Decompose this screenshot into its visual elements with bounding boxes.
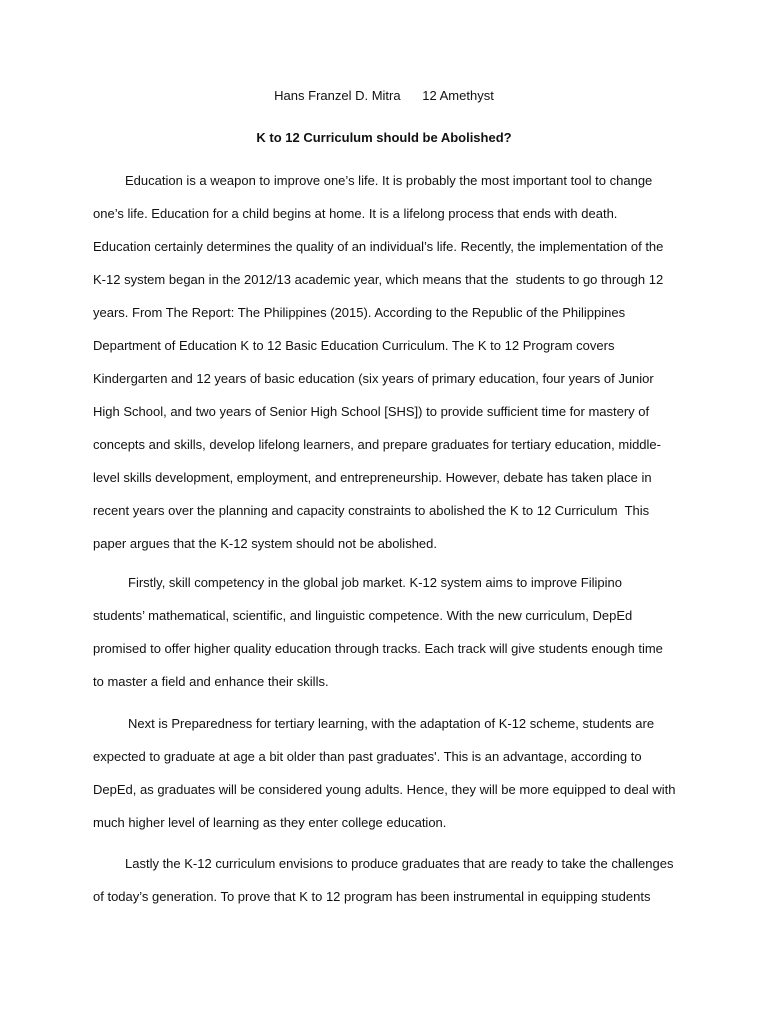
text-line: expected to graduate at age a bit older than past graduates'. This is an advantage, according to — [93, 749, 642, 764]
author-name: Hans Franzel D. Mitra — [274, 88, 401, 103]
text-line: Education is a weapon to improve one’s life. It is probably the most important tool to change — [125, 173, 653, 188]
paragraph-tertiary-preparedness — [93, 707, 678, 839]
text-line: Department of Education K to 12 Basic Education Curriculum. The K to 12 Program covers — [93, 338, 615, 353]
text-line: Kindergarten and 12 years of basic education (six years of primary education, four years of Junior — [93, 371, 654, 386]
text-line: to master a field and enhance their skills. — [93, 674, 329, 689]
text-line: recent years over the planning and capacity constraints to abolished the K to 12 Curriculum This — [93, 503, 650, 518]
text-line: students’ mathematical, scientific, and linguistic competence. With the new curriculum, DepEd — [93, 608, 633, 623]
text-line: High School, and two years of Senior High School [SHS]) to provide sufficient time for mastery of — [93, 404, 650, 419]
text-line: DepEd, as graduates will be considered young adults. Hence, they will be more equipped to deal with — [93, 782, 676, 797]
text-line: Lastly the K-12 curriculum envisions to produce graduates that are ready to take the challenges — [125, 856, 674, 871]
essay-title: K to 12 Curriculum should be Abolished? — [256, 130, 512, 145]
text-line: much higher level of learning as they enter college education. — [93, 815, 447, 830]
text-line: promised to offer higher quality education through tracks. Each track will give students enough time — [93, 641, 663, 656]
paragraph-graduates-readiness — [93, 847, 678, 913]
text-line: paper argues that the K-12 system should not be abolished. — [93, 536, 437, 551]
text-line: Firstly, skill competency in the global job market. K-12 system aims to improve Filipino — [128, 575, 622, 590]
paragraph-skill-competency — [93, 566, 678, 698]
text-line: one’s life. Education for a child begins at home. It is a lifelong process that ends with death. — [93, 206, 618, 221]
text-line: level skills development, employment, and entrepreneurship. However, debate has taken place in — [93, 470, 652, 485]
text-line: years. From The Report: The Philippines (2015). According to the Republic of the Philippines — [93, 305, 626, 320]
author-header — [0, 87, 768, 105]
text-line: K-12 system began in the 2012/13 academic year, which means that the students to go through 12 — [93, 272, 664, 287]
text-line: Next is Preparedness for tertiary learning, with the adaptation of K-12 scheme, students are — [128, 716, 655, 731]
paragraph-introduction — [93, 164, 678, 560]
text-line: concepts and skills, develop lifelong learners, and prepare graduates for tertiary education, middle- — [93, 437, 661, 452]
text-line: Education certainly determines the quality of an individual’s life. Recently, the implementation of the — [93, 239, 664, 254]
text-line: of today’s generation. To prove that K to 12 program has been instrumental in equipping students — [93, 889, 651, 904]
class-section: 12 Amethyst — [422, 88, 494, 103]
